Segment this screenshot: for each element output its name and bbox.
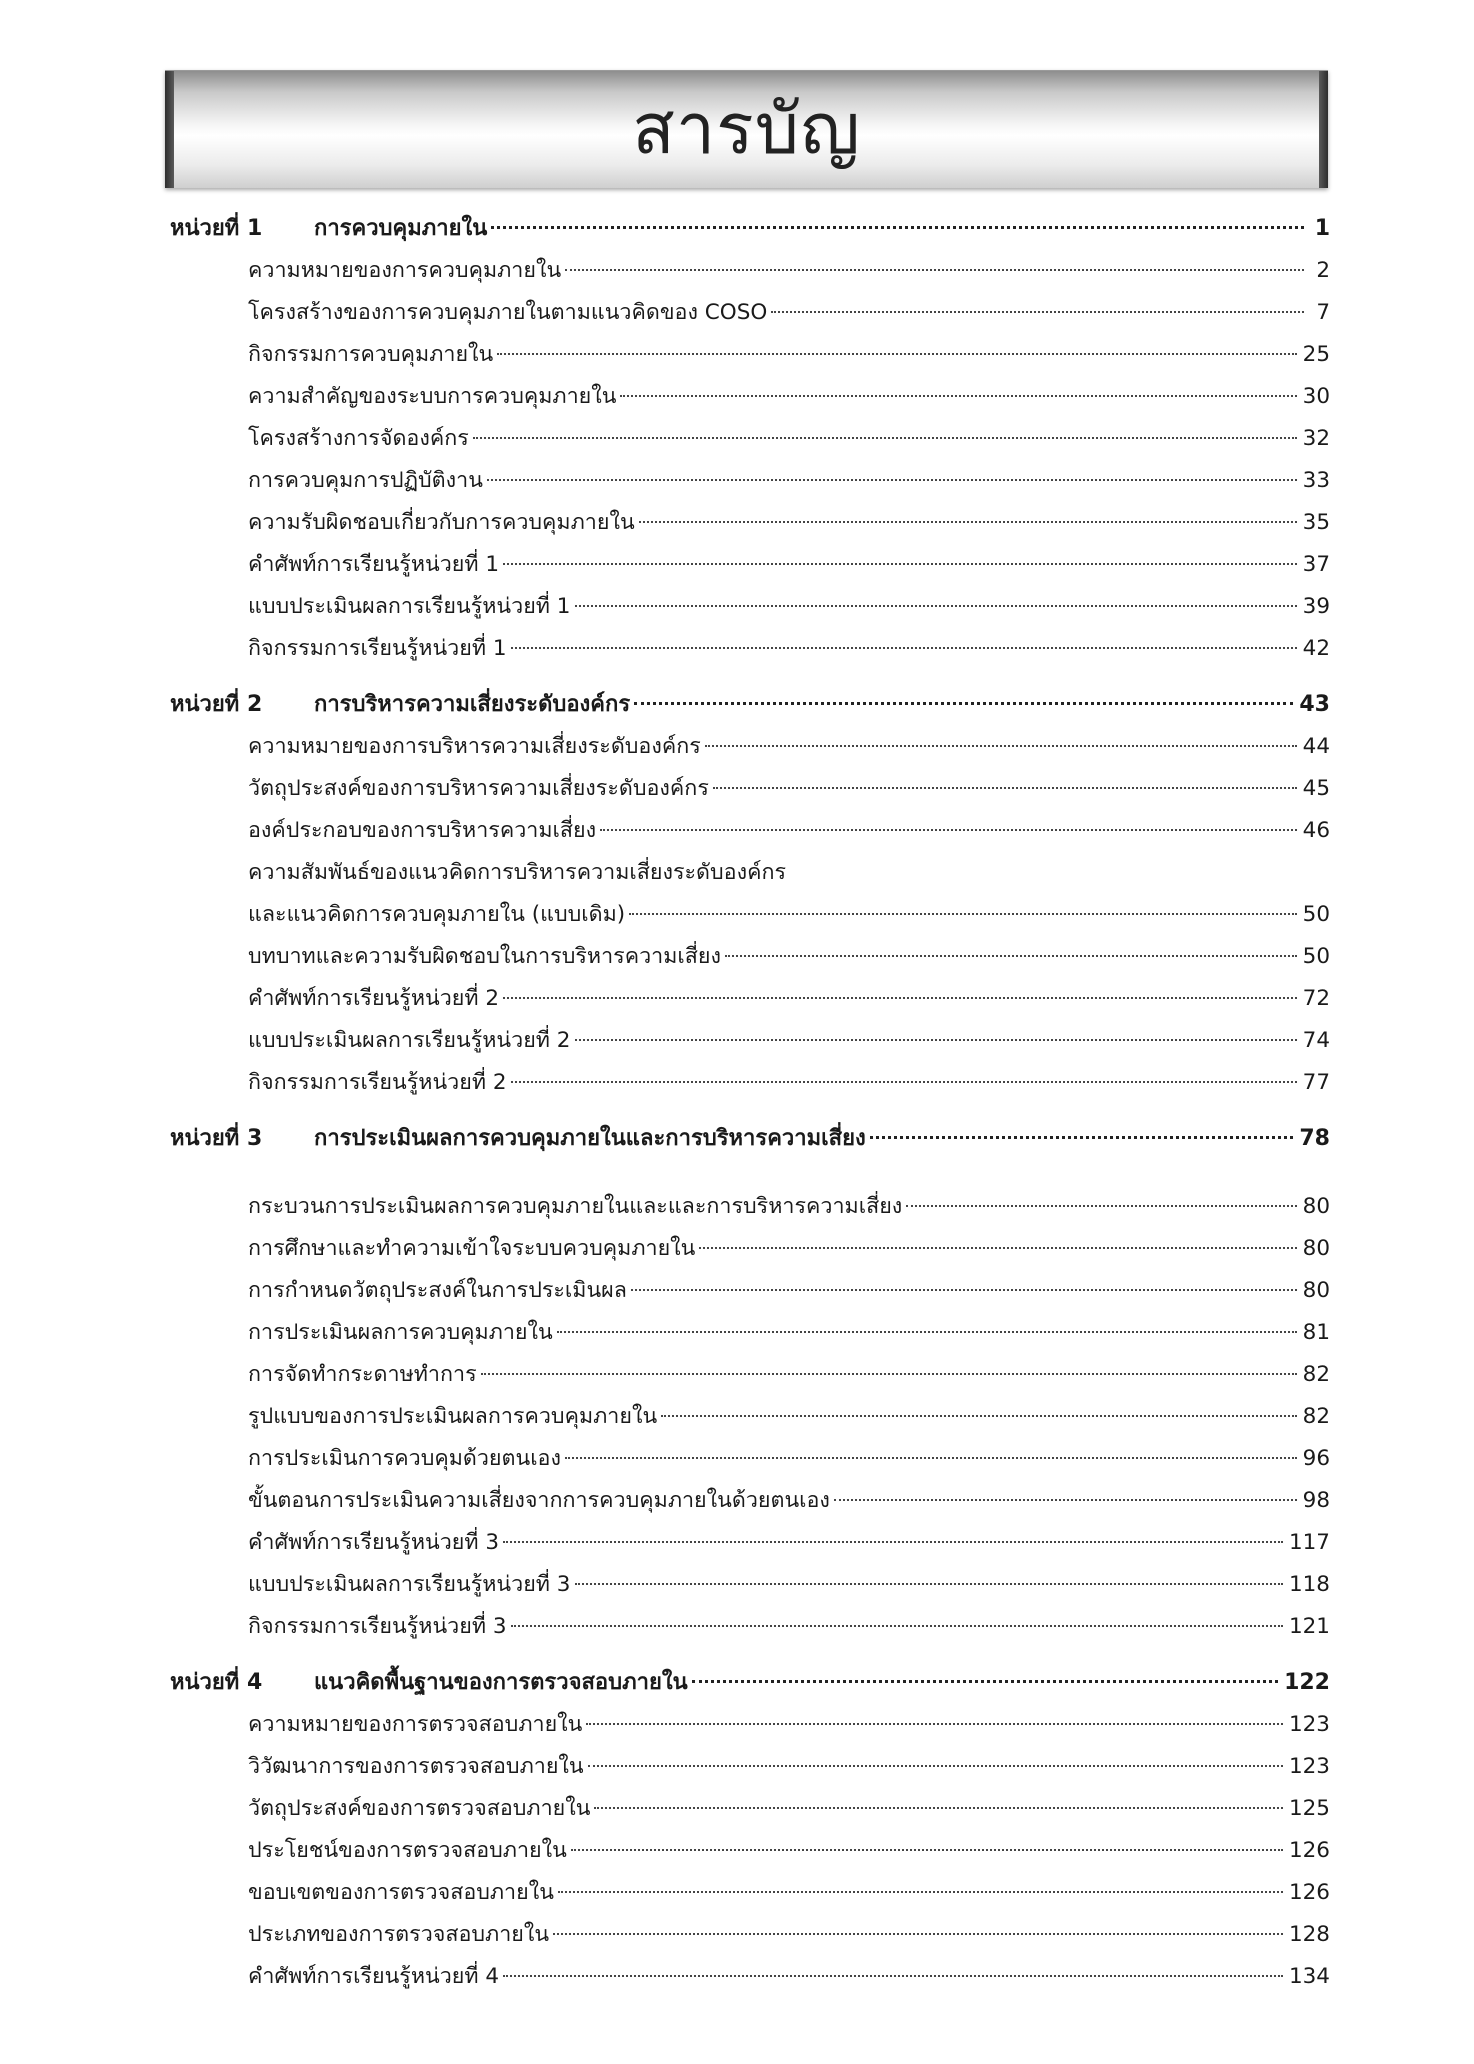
dot-leader [565, 269, 1304, 271]
toc-entry[interactable] [168, 1564, 1330, 1606]
entry-title: โครงสร้างของการควบคุมภายในตามแนวคิดของ COSO [248, 300, 768, 325]
toc-entry[interactable] [168, 768, 1330, 810]
toc-entry[interactable] [168, 936, 1330, 978]
entry-page-number: 134 [1288, 1964, 1330, 1989]
dot-leader [571, 1849, 1283, 1851]
entry-title: กิจกรรมการเรียนรู้หน่วยที่ 1 [248, 636, 507, 661]
dot-leader [557, 1331, 1297, 1333]
spacer [168, 1160, 1330, 1186]
entry-page-number: 121 [1288, 1614, 1330, 1639]
toc-entry[interactable] [168, 978, 1330, 1020]
entry-page-number: 30 [1302, 384, 1330, 409]
entry-page-number: 44 [1302, 734, 1330, 759]
spacer [168, 1104, 1330, 1118]
unit-title: การบริหารความเสี่ยงระดับองค์กร [314, 692, 631, 717]
dot-leader [699, 1247, 1296, 1249]
unit-title: การควบคุมภายใน [314, 216, 488, 241]
entry-page-number: 80 [1302, 1236, 1330, 1261]
dot-leader [771, 311, 1304, 313]
entry-page-number: 123 [1288, 1712, 1330, 1737]
entry-title: คำศัพท์การเรียนรู้หน่วยที่ 4 [248, 1964, 500, 1989]
toc-entry[interactable] [168, 292, 1330, 334]
entry-page-number: 39 [1302, 594, 1330, 619]
entry-page-number: 123 [1288, 1754, 1330, 1779]
entry-title: วิวัฒนาการของการตรวจสอบภายใน [248, 1754, 584, 1779]
unit-number: หน่วยที่ 1 [170, 216, 263, 241]
toc-entry[interactable] [168, 1704, 1330, 1746]
toc-entry[interactable] [168, 586, 1330, 628]
entry-page-number: 46 [1302, 818, 1330, 843]
entry-page-number: 80 [1302, 1278, 1330, 1303]
entry-title: รูปแบบของการประเมินผลการควบคุมภายใน [248, 1404, 658, 1429]
dot-leader [487, 479, 1297, 481]
dot-leader [725, 955, 1297, 957]
dot-leader [600, 829, 1297, 831]
entry-title: การประเมินผลการควบคุมภายใน [248, 1320, 553, 1345]
entry-title: การกำหนดวัตถุประสงค์ในการประเมินผล [248, 1278, 627, 1303]
unit-page-number: 122 [1284, 1670, 1330, 1695]
unit-page-number: 1 [1314, 216, 1330, 241]
title-banner [165, 70, 1328, 188]
entry-title: ความหมายของการตรวจสอบภายใน [248, 1712, 583, 1737]
toc-entry[interactable] [168, 1186, 1330, 1228]
dot-leader [705, 745, 1297, 747]
toc-entry[interactable] [168, 1914, 1330, 1956]
entry-page-number: 7 [1316, 300, 1330, 325]
entry-page-number: 45 [1302, 776, 1330, 801]
toc-entry[interactable] [168, 1228, 1330, 1270]
entry-title: การประเมินการควบคุมด้วยตนเอง [248, 1446, 561, 1471]
dot-leader [497, 353, 1296, 355]
entry-title: ประเภทของการตรวจสอบภายใน [248, 1922, 550, 1947]
table-of-contents [168, 208, 1330, 1998]
entry-title: วัตถุประสงค์ของการตรวจสอบภายใน [248, 1796, 591, 1821]
dot-leader [629, 913, 1297, 915]
entry-page-number: 118 [1288, 1572, 1330, 1597]
dot-leader [473, 437, 1297, 439]
toc-entry[interactable] [168, 1830, 1330, 1872]
entry-title: คำศัพท์การเรียนรู้หน่วยที่ 2 [248, 986, 500, 1011]
toc-entry[interactable] [168, 1746, 1330, 1788]
unit-title: การประเมินผลการควบคุมภายในและการบริหารความเสี่ยง [314, 1126, 866, 1151]
toc-entry[interactable] [168, 460, 1330, 502]
toc-entry[interactable] [168, 810, 1330, 852]
entry-page-number: 74 [1302, 1028, 1330, 1053]
dot-leader [481, 1373, 1297, 1375]
entry-title: แบบประเมินผลการเรียนรู้หน่วยที่ 1 [248, 594, 571, 619]
toc-entry[interactable] [168, 334, 1330, 376]
entry-page-number: 82 [1302, 1362, 1330, 1387]
dot-leader [565, 1457, 1297, 1459]
toc-entry[interactable] [168, 1872, 1330, 1914]
entry-title: องค์ประกอบของการบริหารความเสี่ยง [248, 818, 597, 843]
unit-title: แนวคิดพื้นฐานของการตรวจสอบภายใน [314, 1670, 688, 1695]
entry-title: โครงสร้างการจัดองค์กร [248, 426, 469, 451]
entry-title: กิจกรรมการเรียนรู้หน่วยที่ 3 [248, 1614, 507, 1639]
dot-leader [661, 1415, 1296, 1417]
entry-page-number: 117 [1288, 1530, 1330, 1555]
entry-page-number: 126 [1288, 1838, 1330, 1863]
toc-entry[interactable] [168, 1270, 1330, 1312]
entry-page-number: 77 [1302, 1070, 1330, 1095]
entry-title: วัตถุประสงค์ของการบริหารความเสี่ยงระดับองค์กร [248, 776, 709, 801]
toc-entry[interactable] [168, 852, 1330, 894]
toc-entry[interactable] [168, 544, 1330, 586]
entry-page-number: 81 [1302, 1320, 1330, 1345]
dot-leader [503, 1975, 1283, 1977]
entry-title: คำศัพท์การเรียนรู้หน่วยที่ 1 [248, 552, 500, 577]
entry-page-number: 82 [1302, 1404, 1330, 1429]
dot-leader [692, 1680, 1278, 1683]
entry-page-number: 42 [1302, 636, 1330, 661]
spacer [168, 670, 1330, 684]
dot-leader [631, 1289, 1297, 1291]
toc-entry[interactable] [168, 1788, 1330, 1830]
toc-unit-heading[interactable] [168, 684, 1330, 726]
dot-leader [503, 1541, 1283, 1543]
entry-title: ความสำคัญของระบบการควบคุมภายใน [248, 384, 617, 409]
toc-entry[interactable] [168, 894, 1330, 936]
spacer [168, 1648, 1330, 1662]
entry-title: คำศัพท์การเรียนรู้หน่วยที่ 3 [248, 1530, 500, 1555]
toc-entry[interactable] [168, 1020, 1330, 1062]
entry-title: แบบประเมินผลการเรียนรู้หน่วยที่ 2 [248, 1028, 571, 1053]
dot-leader [553, 1933, 1283, 1935]
entry-page-number: 50 [1302, 902, 1330, 927]
dot-leader [558, 1891, 1283, 1893]
entry-page-number: 33 [1302, 468, 1330, 493]
entry-page-number: 72 [1302, 986, 1330, 1011]
dot-leader [588, 1765, 1283, 1767]
entry-title: ขั้นตอนการประเมินความเสี่ยงจากการควบคุมภายในด้วยตนเอง [248, 1488, 830, 1513]
entry-title: กิจกรรมการเรียนรู้หน่วยที่ 2 [248, 1070, 507, 1095]
toc-entry[interactable] [168, 1438, 1330, 1480]
entry-page-number: 35 [1302, 510, 1330, 535]
dot-leader [594, 1807, 1283, 1809]
toc-entry[interactable] [168, 502, 1330, 544]
toc-entry[interactable] [168, 376, 1330, 418]
toc-entry[interactable] [168, 1522, 1330, 1564]
entry-title: ความสัมพันธ์ของแนวคิดการบริหารความเสี่ยงระดับองค์กร [248, 860, 787, 885]
entry-title: การศึกษาและทำความเข้าใจระบบควบคุมภายใน [248, 1236, 696, 1261]
toc-entry[interactable] [168, 1480, 1330, 1522]
entry-title: บทบาทและความรับผิดชอบในการบริหารความเสี่ยง [248, 944, 721, 969]
toc-unit-4 [168, 1662, 1330, 1998]
entry-title: ความรับผิดชอบเกี่ยวกับการควบคุมภายใน [248, 510, 635, 535]
entry-page-number: 126 [1288, 1880, 1330, 1905]
toc-entry[interactable] [168, 1062, 1330, 1104]
dot-leader [870, 1136, 1294, 1139]
toc-entry[interactable] [168, 1396, 1330, 1438]
unit-number: หน่วยที่ 2 [170, 692, 263, 717]
page-title: สารบัญ [632, 88, 861, 170]
entry-page-number: 50 [1302, 944, 1330, 969]
dot-leader [713, 787, 1297, 789]
unit-number: หน่วยที่ 3 [170, 1126, 263, 1151]
toc-unit-heading[interactable] [168, 208, 1330, 250]
unit-number: หน่วยที่ 4 [170, 1670, 263, 1695]
toc-unit-3 [168, 1118, 1330, 1648]
dot-leader [834, 1499, 1297, 1501]
banner-right-bar [1319, 71, 1328, 188]
toc-entry[interactable] [168, 628, 1330, 670]
entry-page-number: 128 [1288, 1922, 1330, 1947]
entry-title: การจัดทำกระดาษทำการ [248, 1362, 477, 1387]
dot-leader [575, 1583, 1283, 1585]
dot-leader [491, 226, 1304, 229]
toc-entry[interactable] [168, 1956, 1330, 1998]
entry-page-number: 125 [1288, 1796, 1330, 1821]
entry-page-number: 98 [1302, 1488, 1330, 1513]
dot-leader [575, 1039, 1297, 1041]
entry-page-number: 80 [1302, 1194, 1330, 1219]
dot-leader [503, 997, 1297, 999]
toc-entry[interactable] [168, 1354, 1330, 1396]
toc-entry[interactable] [168, 1606, 1330, 1648]
toc-unit-2 [168, 684, 1330, 1104]
entry-page-number: 2 [1316, 258, 1330, 283]
dot-leader [511, 1625, 1283, 1627]
dot-leader [906, 1205, 1296, 1207]
entry-title: การควบคุมการปฏิบัติงาน [248, 468, 483, 493]
entry-title: แบบประเมินผลการเรียนรู้หน่วยที่ 3 [248, 1572, 571, 1597]
entry-title: และแนวคิดการควบคุมภายใน (แบบเดิม) [248, 902, 626, 927]
entry-title: ความหมายของการควบคุมภายใน [248, 258, 562, 283]
toc-unit-heading[interactable] [168, 1662, 1330, 1704]
entry-title: กระบวนการประเมินผลการควบคุมภายในและและการบริหารความเสี่ยง [248, 1194, 903, 1219]
entry-page-number: 37 [1302, 552, 1330, 577]
entry-page-number: 25 [1302, 342, 1330, 367]
entry-title: ประโยชน์ของการตรวจสอบภายใน [248, 1838, 567, 1863]
dot-leader [634, 702, 1293, 705]
dot-leader [586, 1723, 1283, 1725]
entry-page-number: 96 [1302, 1446, 1330, 1471]
entry-title: ความหมายของการบริหารความเสี่ยงระดับองค์กร [248, 734, 701, 759]
entry-title: กิจกรรมการควบคุมภายใน [248, 342, 494, 367]
toc-entry[interactable] [168, 1312, 1330, 1354]
toc-entry[interactable] [168, 418, 1330, 460]
entry-title: ขอบเขตของการตรวจสอบภายใน [248, 1880, 554, 1905]
unit-page-number: 78 [1299, 1126, 1330, 1151]
dot-leader [639, 521, 1297, 523]
entry-page-number: 32 [1302, 426, 1330, 451]
toc-entry[interactable] [168, 250, 1330, 292]
toc-unit-heading[interactable] [168, 1118, 1330, 1160]
toc-unit-1 [168, 208, 1330, 670]
dot-leader [511, 1081, 1297, 1083]
unit-page-number: 43 [1299, 692, 1330, 717]
dot-leader [511, 647, 1297, 649]
dot-leader [620, 395, 1296, 397]
dot-leader [503, 563, 1297, 565]
dot-leader [575, 605, 1297, 607]
toc-entry[interactable] [168, 726, 1330, 768]
